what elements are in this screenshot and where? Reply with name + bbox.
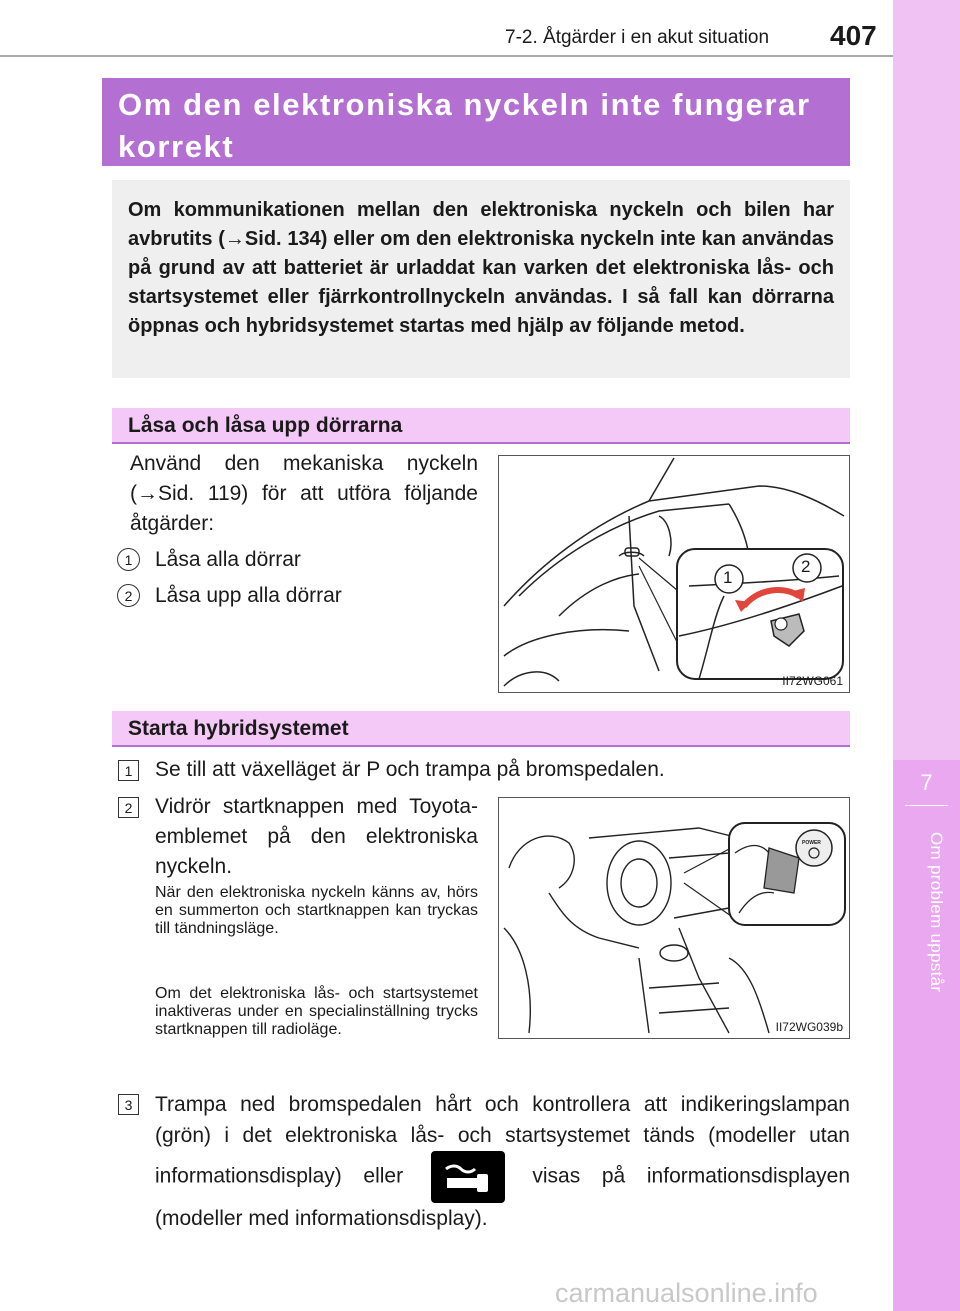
lock-all-doors-item: Låsa alla dörrar <box>155 548 301 571</box>
step-number-2: 2 <box>117 584 140 607</box>
page-number: 407 <box>830 20 877 51</box>
chapter-number: 7 <box>920 770 933 795</box>
step-box-1: 1 <box>118 760 139 781</box>
start-button-illustration <box>498 797 850 1039</box>
figure-code: II72WG039b <box>775 1020 843 1034</box>
key-indicator-icon <box>431 1151 505 1203</box>
start-hybrid-heading-bar <box>112 711 850 747</box>
section-title-banner <box>102 78 850 166</box>
lock-doors-heading: Låsa och låsa upp dörrarna <box>128 414 403 437</box>
step-box-2: 2 <box>118 797 139 818</box>
header-divider <box>0 55 893 57</box>
lock-doors-body: Använd den mekaniska nyckeln (→Sid. 119) för att utföra följande åtgärder: <box>130 452 478 535</box>
step-2-note-2: Om det elektroniska lås- och startsystemet inaktiveras under en specialinställning trycks startknappen till radioläge. <box>155 985 478 1038</box>
lock-doors-heading-bar <box>112 408 850 444</box>
unlock-all-doors-item: Låsa upp alla dörrar <box>155 584 342 607</box>
step-1-text: Se till att växelläget är P och trampa på bromspedalen. <box>155 758 665 781</box>
car-door-drawing <box>499 456 849 692</box>
callout-1: 1 <box>723 568 733 587</box>
step-2-note-1: När den elektroniska nyckeln känns av, hörs en summerton och startknappen kan tryckas till tändningsläge. <box>155 884 478 937</box>
door-key-illustration <box>498 455 850 693</box>
intro-box <box>112 180 850 378</box>
figure-code: II72WG061 <box>782 674 843 688</box>
power-button-label: POWER <box>802 840 821 846</box>
start-hybrid-heading: Starta hybridsystemet <box>128 717 349 740</box>
callout-2: 2 <box>801 557 811 576</box>
running-header-section: 7-2. Åtgärder i en akut situation <box>505 27 770 48</box>
section-title: Om den elektroniska nyckeln inte fungerar korrekt <box>118 87 811 164</box>
chapter-side-tab <box>893 0 960 1311</box>
step-number-1: 1 <box>117 548 140 571</box>
chapter-title: Om problem uppstår <box>927 832 946 993</box>
step-box-3: 3 <box>118 1094 139 1115</box>
intro-text: Om kommunikationen mellan den elektroniska nyckeln och bilen har avbrutits (→Sid. 134) eller om den elektroniska nyckeln inte kan användas på grund av att batteriet är urladdat kan varken det elektroniska lås- och startsystemet eller fjärrkontrollnyckeln användas. I så fall kan dörrarna öppnas och hybridsystemet startas med hjälp av följande metod. <box>128 199 834 337</box>
interior-drawing <box>499 798 849 1038</box>
watermark: carmanualsonline.info <box>555 1278 818 1308</box>
step-2-text: Vidrör startknappen med Toyota-emblemet på den elektroniska nyckeln. <box>155 795 478 878</box>
step-3-text: Trampa ned bromspedalen hårt och kontrollera att indikeringslampan (grön) i det elektroniska lås- och startsystemet tänds (modeller utan informationsdisplay) eller visas på informationsdisplayen (modeller med informationsdisplay). <box>155 1093 850 1230</box>
